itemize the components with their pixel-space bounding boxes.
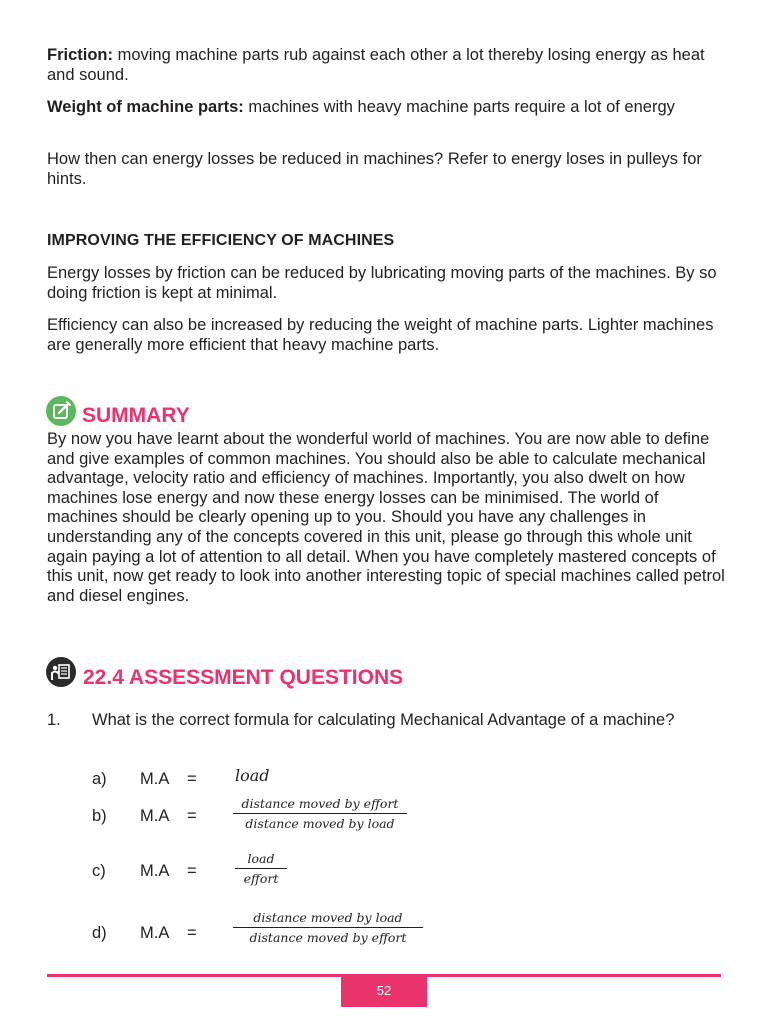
assessment-title: 22.4 ASSESSMENT QUESTIONS xyxy=(83,666,404,689)
option-c-denominator: effort xyxy=(243,871,279,886)
option-c-numerator: load xyxy=(247,851,275,866)
option-b-lhs: M.A xyxy=(140,807,170,825)
weight-term: Weight of machine parts: xyxy=(47,98,244,116)
weight-text: machines with heavy machine parts require a lot of energy xyxy=(243,98,675,116)
option-b-letter: b) xyxy=(92,807,107,825)
option-b-fraction xyxy=(233,796,407,831)
friction-term: Friction: xyxy=(47,46,113,64)
option-c-equals: = xyxy=(187,862,197,880)
friction-text: moving machine parts rub against each other a lot thereby losing energy as heat and sound. xyxy=(47,46,705,84)
question-1-number: 1. xyxy=(47,711,61,729)
page-number: 52 xyxy=(341,977,427,1007)
summary-title: SUMMARY xyxy=(82,404,190,427)
friction-paragraph xyxy=(47,46,727,85)
option-d-fraction-bar xyxy=(233,927,423,928)
edit-note-icon xyxy=(46,396,76,426)
option-a-lhs: M.A xyxy=(140,770,170,788)
option-c-lhs: M.A xyxy=(140,862,170,880)
option-a-equals: = xyxy=(187,770,197,788)
option-d-letter: d) xyxy=(92,924,107,942)
improving-paragraph-1: Energy losses by friction can be reduced by lubricating moving parts of the machines. By so doing friction is kept at minimal. xyxy=(47,264,717,302)
question-1-text: What is the correct formula for calculating Mechanical Advantage of a machine? xyxy=(92,711,675,729)
question-intro: How then can energy losses be reduced in machines? Refer to energy loses in pulleys for hints. xyxy=(47,150,702,188)
option-d-denominator: distance moved by effort xyxy=(249,930,407,945)
teacher-board-icon xyxy=(46,657,76,687)
option-b-equals: = xyxy=(187,807,197,825)
weight-paragraph xyxy=(47,98,727,118)
option-a-letter: a) xyxy=(92,770,107,788)
option-d-equals: = xyxy=(187,924,197,942)
option-c-fraction-bar xyxy=(235,868,287,869)
option-b-fraction-bar xyxy=(233,813,407,814)
option-b-denominator: distance moved by load xyxy=(245,816,395,831)
option-d-lhs: M.A xyxy=(140,924,170,942)
option-d-numerator: distance moved by load xyxy=(253,910,403,925)
option-c-fraction xyxy=(235,851,287,886)
improving-heading: IMPROVING THE EFFICIENCY OF MACHINES xyxy=(47,232,395,249)
summary-text: By now you have learnt about the wonderful world of machines. You are now able to define and give examples of common machines. You should also be able to calculate mechanical advantage, velocity ratio and efficiency of machines. Importantly, you also dwelt on how machines lose energy and now these energy losses can be minimised. The world of machines should be clearly opening up to you. Should you have any challenges in understanding any of the concepts covered in this unit, please go through this whole unit again paying a lot of attention to all detail. When you have completely mastered concepts of this unit, now get ready to look into another interesting topic of special machines called petrol and diesel engines. xyxy=(47,430,725,605)
option-d-fraction xyxy=(233,910,423,945)
option-c-letter: c) xyxy=(92,862,106,880)
option-b-numerator: distance moved by effort xyxy=(241,796,399,811)
improving-paragraph-2: Efficiency can also be increased by reducing the weight of machine parts. Lighter machines are generally more efficient that heavy machine parts. xyxy=(47,316,714,354)
option-a-formula: load xyxy=(235,766,270,785)
